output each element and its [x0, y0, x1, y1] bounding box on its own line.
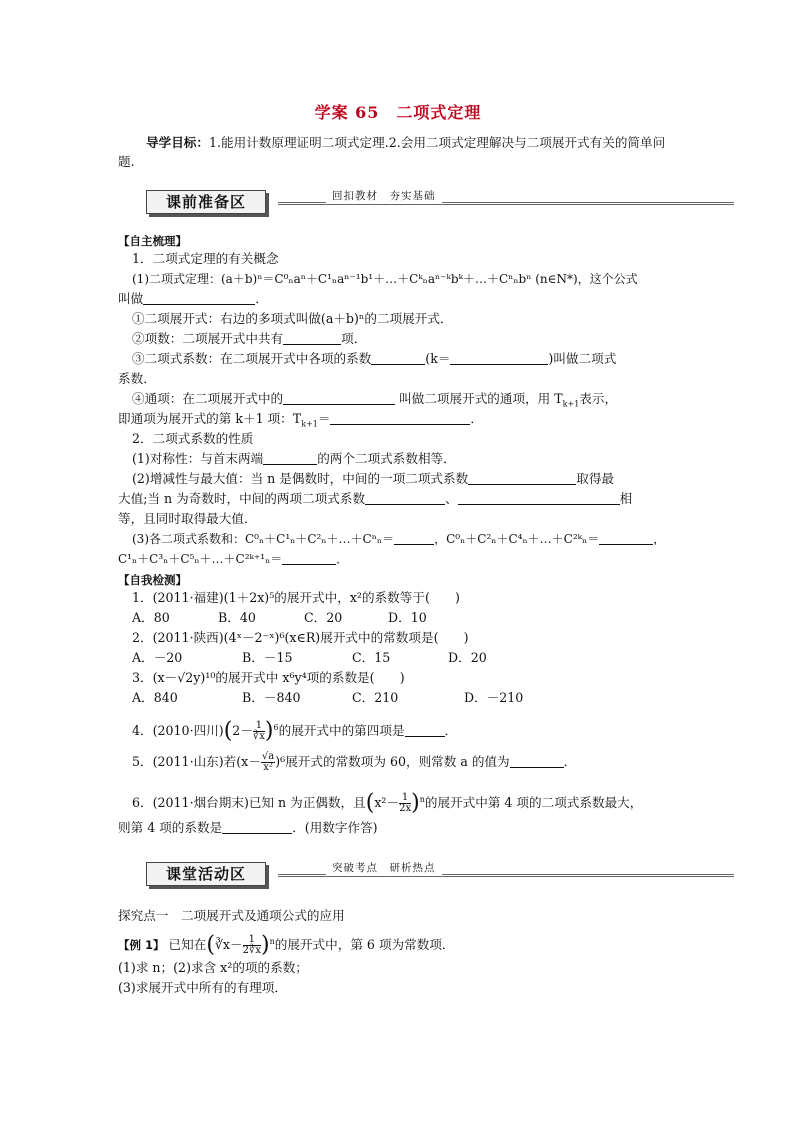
- question-6-line-2: [118, 818, 378, 838]
- expression: ∛x－: [214, 937, 243, 953]
- right-paren: ): [264, 718, 274, 744]
- question-6-note: ．(用数字作答): [292, 820, 378, 835]
- numerator: √a: [261, 751, 275, 762]
- section-header-class: [146, 862, 706, 888]
- answer-blank[interactable]: [468, 470, 576, 485]
- right-paren: ): [411, 790, 420, 816]
- answer-blank[interactable]: [450, 350, 548, 365]
- option[interactable]: B．－840: [242, 690, 301, 705]
- question-4-text: 的展开式中的第四项是: [278, 723, 405, 739]
- answer-blank[interactable]: [222, 819, 292, 834]
- equals: ＝: [317, 411, 331, 426]
- example-question-b: (3)求展开式中所有的有理项．: [118, 980, 287, 995]
- example-question-a: (1)求 n；(2)求含 x²的项的系数；: [118, 960, 308, 975]
- question-1-options: [132, 608, 452, 628]
- option[interactable]: C．15: [352, 650, 391, 665]
- period: ．: [444, 723, 458, 739]
- option[interactable]: B．－15: [242, 650, 293, 665]
- period: ．: [563, 754, 577, 769]
- option[interactable]: B．40: [218, 610, 256, 625]
- answer-blank[interactable]: [458, 490, 620, 505]
- symmetry-text: (1)对称性：与首末两端: [132, 451, 264, 466]
- option[interactable]: A．80: [132, 610, 170, 625]
- answer-blank[interactable]: [282, 550, 336, 565]
- theorem-name-prefix: 叫做: [118, 291, 144, 306]
- coefficient-suffix: )叫做二项式: [548, 351, 617, 366]
- separator: 、: [445, 491, 458, 506]
- left-paren: (: [365, 790, 375, 816]
- max-value-line: [132, 469, 614, 489]
- answer-blank[interactable]: [365, 490, 445, 505]
- expression: 2－: [232, 723, 253, 739]
- question-3: 3．(x－√2y)¹⁰的展开式中 x⁶y⁴项的系数是( ): [132, 670, 405, 685]
- denominator: x²: [263, 762, 273, 773]
- self-review-heading: 【自主梳理】: [118, 234, 187, 248]
- exponent: n: [419, 795, 425, 804]
- learning-goals: [118, 133, 678, 171]
- general-term-end: 表示，: [579, 391, 618, 406]
- question-2: 2．(2011·陕西)(4ˣ－2⁻ˣ)⁶(x∈R)展开式中的常数项是( ): [132, 630, 469, 645]
- symmetry-line: [132, 449, 456, 469]
- term-count-line: [132, 329, 366, 349]
- option[interactable]: D．20: [448, 650, 487, 665]
- subscript: k+1: [562, 399, 580, 409]
- option[interactable]: C．20: [304, 610, 343, 625]
- term-count-text: ②项数：二项展开式中共有: [132, 331, 284, 346]
- question-5-text: )⁶展开式的常数项为 60，则常数 a 的值为: [275, 754, 510, 769]
- question-5: [132, 748, 576, 776]
- answer-blank[interactable]: [263, 450, 317, 465]
- sum-odd-line: [118, 549, 348, 569]
- self-test-heading: 【自我检测】: [118, 573, 187, 587]
- exponent: n: [269, 937, 275, 946]
- fraction: [399, 793, 411, 814]
- example-text: 已知在: [168, 937, 207, 953]
- answer-blank[interactable]: [599, 530, 653, 545]
- answer-blank[interactable]: [394, 530, 434, 545]
- answer-blank[interactable]: [283, 330, 341, 345]
- section-subtitle: 回扣教材 夯实基础: [326, 188, 442, 203]
- option[interactable]: A．－20: [132, 650, 183, 665]
- numerator: 1: [399, 793, 411, 804]
- example-label: 【例 1】: [118, 938, 165, 953]
- numerator: 1: [243, 935, 261, 946]
- sum-text: (3)各二项式系数和：C⁰ₙ＋C¹ₙ＋C²ₙ＋…＋Cⁿₙ＝: [132, 532, 395, 546]
- property-heading: 2．二项式系数的性质: [132, 431, 254, 446]
- sum-line: [132, 529, 665, 549]
- question-2-options: [132, 648, 487, 668]
- page-title: 学案 65 二项式定理: [314, 103, 482, 122]
- question-6: [132, 786, 642, 818]
- option[interactable]: C．210: [352, 690, 399, 705]
- example-1: [118, 928, 455, 960]
- question-6-text-2: 则第 4 项的系数是: [118, 820, 223, 835]
- max-value-suffix: 取得最: [576, 471, 614, 486]
- answer-blank[interactable]: [143, 290, 255, 305]
- general-term-formula-text: 即通项为展开式的第 k＋1 项：T: [118, 411, 302, 426]
- answer-blank[interactable]: [283, 390, 395, 405]
- odd-case-text: 大值;当 n 为奇数时，中间的两项二项式系数: [118, 491, 366, 506]
- left-paren: (: [206, 932, 215, 958]
- question-1: 1．(2011·福建)(1＋2x)⁵的展开式中，x²的系数等于( ): [132, 590, 460, 605]
- question-6-text: 的展开式中第 4 项的二项式系数最大，: [424, 795, 643, 811]
- denominator: 2x: [399, 803, 412, 815]
- exponent: 6: [273, 723, 279, 732]
- coefficient-text: ③二项式系数：在二项展开式中各项的系数: [132, 351, 372, 366]
- section-tag: 课前准备区: [146, 190, 266, 214]
- learning-goals-text: 1.能用计数原理证明二项式定理.2.会用二项式定理解决与二项展开式有关的简单问题.: [118, 135, 666, 169]
- theorem-name-line: 叫做 ．: [118, 291, 268, 306]
- expression: x²－: [374, 795, 400, 811]
- coefficient-line-2: 系数．: [118, 371, 156, 386]
- denominator: 2∛x: [242, 945, 262, 957]
- odd-case-line-2: 等，且同时取得最大值．: [118, 511, 257, 526]
- term-count-suffix: 项．: [341, 331, 367, 346]
- max-value-text: (2)增减性与最大值：当 n 是偶数时，中间的一项二项式系数: [132, 471, 469, 486]
- learning-goals-label: 导学目标：: [146, 135, 209, 150]
- left-paren: (: [223, 718, 233, 744]
- comma: ，: [653, 532, 666, 546]
- numerator: 1: [253, 721, 265, 732]
- question-3-options: [132, 688, 523, 708]
- general-term-mid: 叫做二项展开式的通项，用 T: [399, 391, 563, 406]
- right-paren: ): [261, 932, 270, 958]
- fraction: [243, 935, 261, 956]
- section-header-prep: [146, 190, 706, 216]
- odd-case-line: [118, 489, 632, 509]
- answer-blank[interactable]: [405, 722, 445, 737]
- section-subtitle: 突破考点 研析热点: [326, 860, 442, 875]
- fraction: [261, 752, 275, 773]
- sum-even: ，C⁰ₙ＋C²ₙ＋C⁴ₙ＋…＋C²ᵏₙ＝: [434, 532, 600, 546]
- coefficient-line: [132, 349, 616, 369]
- odd-case-suffix: 相: [619, 491, 633, 506]
- period: ．: [336, 552, 349, 566]
- answer-blank[interactable]: [510, 753, 564, 768]
- section-tag: 课堂活动区: [146, 862, 266, 886]
- option[interactable]: D．－210: [464, 690, 524, 705]
- explore-title: 探究点一 二项展开式及通项公式的应用: [118, 908, 345, 923]
- general-term-formula: 即通项为展开式的第 k＋1 项：$T_{k+1}=$ ．: [118, 411, 484, 429]
- question-4-source: 4．(2010·四川): [132, 723, 224, 739]
- expansion-definition: ①二项展开式：右边的多项式叫做(a＋b)ⁿ的二项展开式．: [132, 311, 453, 326]
- option[interactable]: A．840: [132, 690, 178, 705]
- denominator: ∛x: [252, 731, 265, 743]
- subscript: k+1: [301, 419, 318, 429]
- coefficient-k: (k＝: [425, 351, 451, 366]
- symmetry-suffix: 的两个二项式系数相等．: [317, 451, 456, 466]
- question-6-source: 6．(2011·烟台期末)已知 n 为正偶数，且: [132, 795, 366, 811]
- question-5-source: 5．(2011·山东)若(x－: [132, 754, 261, 769]
- general-term-text: ④通项：在二项展开式中的: [132, 391, 284, 406]
- example-text-end: 的展开式中，第 6 项为常数项．: [274, 937, 455, 953]
- answer-blank[interactable]: [371, 350, 425, 365]
- theorem-line: (1)二项式定理：(a＋b)ⁿ＝C⁰ₙaⁿ＋C¹ₙaⁿ⁻¹b¹＋…＋Cᵏₙaⁿ⁻ᵏbᵏ＋…＋Cⁿₙbⁿ (n∈N*)，这个公式: [132, 272, 638, 286]
- option[interactable]: D．10: [388, 610, 427, 625]
- concept-heading: 1．二项式定理的有关概念: [132, 251, 279, 266]
- question-4: [132, 714, 457, 746]
- answer-blank[interactable]: [330, 410, 470, 425]
- sum-odd-text: C¹ₙ＋C³ₙ＋C⁵ₙ＋…＋C²ᵏ⁺¹ₙ＝: [118, 552, 283, 566]
- fraction: [253, 721, 265, 742]
